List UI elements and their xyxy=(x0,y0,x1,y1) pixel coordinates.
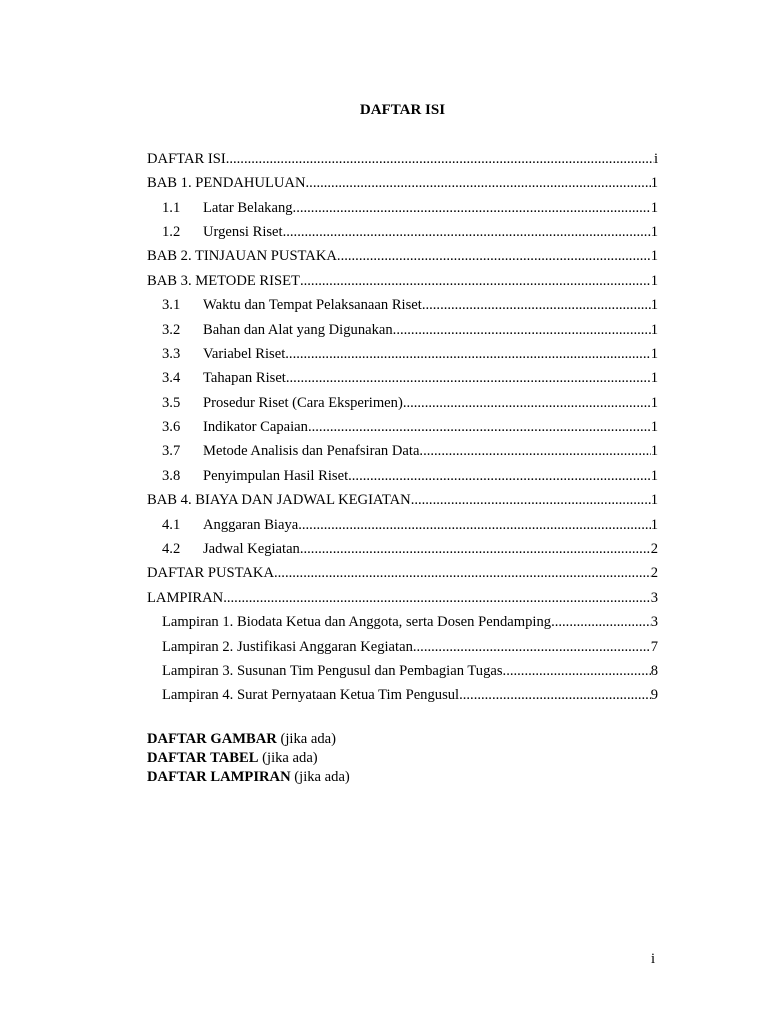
toc-entry-number: 3.6 xyxy=(162,419,181,435)
table-of-contents xyxy=(147,142,658,703)
optional-list-title: DAFTAR LAMPIRAN xyxy=(147,769,291,785)
toc-entry[interactable] xyxy=(147,435,658,459)
toc-entry[interactable] xyxy=(147,654,658,678)
dot-leader xyxy=(348,469,651,484)
toc-entry-title: Penyimpulan Hasil Riset xyxy=(203,467,349,484)
toc-entry-page: 9 xyxy=(650,687,658,703)
toc-entry[interactable] xyxy=(147,191,658,215)
dot-leader xyxy=(283,225,651,240)
toc-entry-page: 1 xyxy=(650,199,658,216)
toc-entry-title: Waktu dan Tempat Pelaksanaan Riset xyxy=(203,297,422,313)
toc-entry-page: 8 xyxy=(650,663,658,679)
toc-entry-page: 1 xyxy=(650,467,658,484)
toc-entry-title: Jadwal Kegiatan xyxy=(203,541,300,557)
dot-leader xyxy=(337,249,651,264)
dot-leader xyxy=(298,518,650,533)
toc-entry-title: DAFTAR ISI xyxy=(147,150,226,167)
dot-leader xyxy=(551,615,651,630)
toc-entry-title: BAB 2. TINJAUAN PUSTAKA xyxy=(147,248,337,264)
toc-entry-page: 1 xyxy=(650,443,658,460)
toc-entry-number: 3.2 xyxy=(162,321,181,338)
toc-entry-number: 4.2 xyxy=(162,541,181,557)
toc-entry-page: 1 xyxy=(650,175,658,191)
optional-list-note: (jika ada) xyxy=(276,731,337,747)
toc-entry-title: Lampiran 4. Surat Pernyataan Ketua Tim Pengusul xyxy=(162,687,460,703)
toc-entry-page: 1 xyxy=(650,297,658,313)
toc-entry-page: 1 xyxy=(650,272,658,289)
toc-entry-title: BAB 1. PENDAHULUAN xyxy=(147,175,306,191)
toc-entry[interactable] xyxy=(147,142,658,166)
toc-entry-page: 1 xyxy=(650,248,658,264)
dot-leader xyxy=(413,640,651,655)
toc-entry-number: 1.1 xyxy=(162,199,181,216)
toc-entry[interactable] xyxy=(147,386,658,410)
toc-entry[interactable] xyxy=(147,630,658,654)
toc-entry-page: 3 xyxy=(650,589,658,606)
dot-leader xyxy=(223,591,650,606)
dot-leader xyxy=(403,396,651,411)
toc-entry-title: Latar Belakang xyxy=(203,199,293,216)
toc-entry-page: 1 xyxy=(650,370,658,386)
toc-entry[interactable] xyxy=(147,288,658,312)
toc-entry[interactable] xyxy=(147,459,658,483)
toc-entry-number: 3.8 xyxy=(162,467,181,484)
dot-leader xyxy=(459,688,651,703)
toc-entry-title: Metode Analisis dan Penafsiran Data xyxy=(203,443,420,460)
toc-entry-page: 2 xyxy=(650,565,658,582)
toc-entry[interactable] xyxy=(147,264,658,288)
optional-list-title: DAFTAR TABEL xyxy=(147,750,259,766)
toc-entry-title: BAB 3. METODE RISET xyxy=(147,272,300,289)
toc-entry[interactable] xyxy=(147,483,658,507)
toc-entry-title: Prosedur Riset (Cara Eksperimen) xyxy=(203,394,403,411)
dot-leader xyxy=(285,347,650,362)
page-title: DAFTAR ISI xyxy=(359,102,446,118)
toc-entry-title: BAB 4. BIAYA DAN JADWAL KEGIATAN xyxy=(147,492,411,508)
dot-leader xyxy=(300,274,651,289)
toc-entry-page: 1 xyxy=(650,492,658,508)
dot-leader xyxy=(411,493,651,508)
toc-entry[interactable] xyxy=(147,410,658,434)
toc-entry-number: 4.1 xyxy=(162,516,181,533)
dot-leader xyxy=(419,444,650,459)
toc-entry-number: 3.3 xyxy=(162,345,181,362)
toc-entry[interactable] xyxy=(147,557,658,581)
optional-list-title: DAFTAR GAMBAR xyxy=(147,731,277,747)
dot-leader xyxy=(308,420,651,435)
toc-entry-page: i xyxy=(653,150,658,167)
toc-entry-page: 7 xyxy=(650,638,658,655)
optional-list-note: (jika ada) xyxy=(290,769,350,785)
toc-entry[interactable] xyxy=(147,337,658,361)
toc-entry[interactable] xyxy=(147,166,658,190)
page-number: i xyxy=(651,951,656,967)
toc-entry-page: 3 xyxy=(650,614,658,630)
toc-entry[interactable] xyxy=(147,532,658,556)
toc-entry-title: Variabel Riset xyxy=(203,345,286,362)
toc-entry-number: 3.4 xyxy=(162,370,181,386)
dot-leader xyxy=(226,152,654,167)
toc-entry[interactable] xyxy=(147,679,658,703)
toc-entry[interactable] xyxy=(147,508,658,532)
toc-entry-number: 3.5 xyxy=(162,394,181,411)
toc-entry-page: 1 xyxy=(650,321,658,338)
dot-leader xyxy=(503,664,651,679)
dot-leader xyxy=(422,298,651,313)
toc-entry[interactable] xyxy=(147,581,658,605)
toc-entry-number: 1.2 xyxy=(162,223,181,240)
toc-entry[interactable] xyxy=(147,240,658,264)
toc-entry[interactable] xyxy=(147,215,658,239)
toc-entry-page: 1 xyxy=(650,223,658,240)
dot-leader xyxy=(293,201,651,216)
toc-entry-number: 3.7 xyxy=(162,443,181,460)
optional-list-note: (jika ada) xyxy=(258,750,318,766)
dot-leader xyxy=(306,176,651,191)
toc-entry-title: Anggaran Biaya xyxy=(203,516,299,533)
optional-lists xyxy=(147,730,350,787)
optional-list-line xyxy=(147,730,350,749)
toc-entry-page: 1 xyxy=(650,516,658,533)
toc-entry-title: Lampiran 1. Biodata Ketua dan Anggota, serta Dosen Pendamping xyxy=(162,614,552,630)
toc-entry-title: Tahapan Riset xyxy=(203,370,286,386)
toc-entry-page: 1 xyxy=(650,394,658,411)
toc-entry-title: Lampiran 2. Justifikasi Anggaran Kegiatan xyxy=(162,638,413,655)
toc-entry-title: Lampiran 3. Susunan Tim Pengusul dan Pembagian Tugas xyxy=(162,663,503,679)
toc-entry-number: 3.1 xyxy=(162,297,181,313)
toc-entry[interactable] xyxy=(147,362,658,386)
optional-list-line xyxy=(147,749,350,768)
toc-entry[interactable] xyxy=(147,313,658,337)
toc-entry-title: Bahan dan Alat yang Digunakan xyxy=(203,321,393,338)
toc-entry-page: 2 xyxy=(650,541,658,557)
dot-leader xyxy=(300,542,651,557)
toc-entry-title: Urgensi Riset xyxy=(203,223,283,240)
optional-list-line xyxy=(147,768,350,787)
dot-leader xyxy=(393,323,651,338)
toc-entry[interactable] xyxy=(147,605,658,629)
toc-entry-page: 1 xyxy=(650,345,658,362)
toc-entry-title: DAFTAR PUSTAKA xyxy=(147,565,274,582)
toc-entry-title: LAMPIRAN xyxy=(147,589,224,606)
dot-leader xyxy=(286,371,651,386)
toc-entry-page: 1 xyxy=(650,419,658,435)
dot-leader xyxy=(274,566,651,581)
toc-entry-title: Indikator Capaian xyxy=(203,419,308,435)
